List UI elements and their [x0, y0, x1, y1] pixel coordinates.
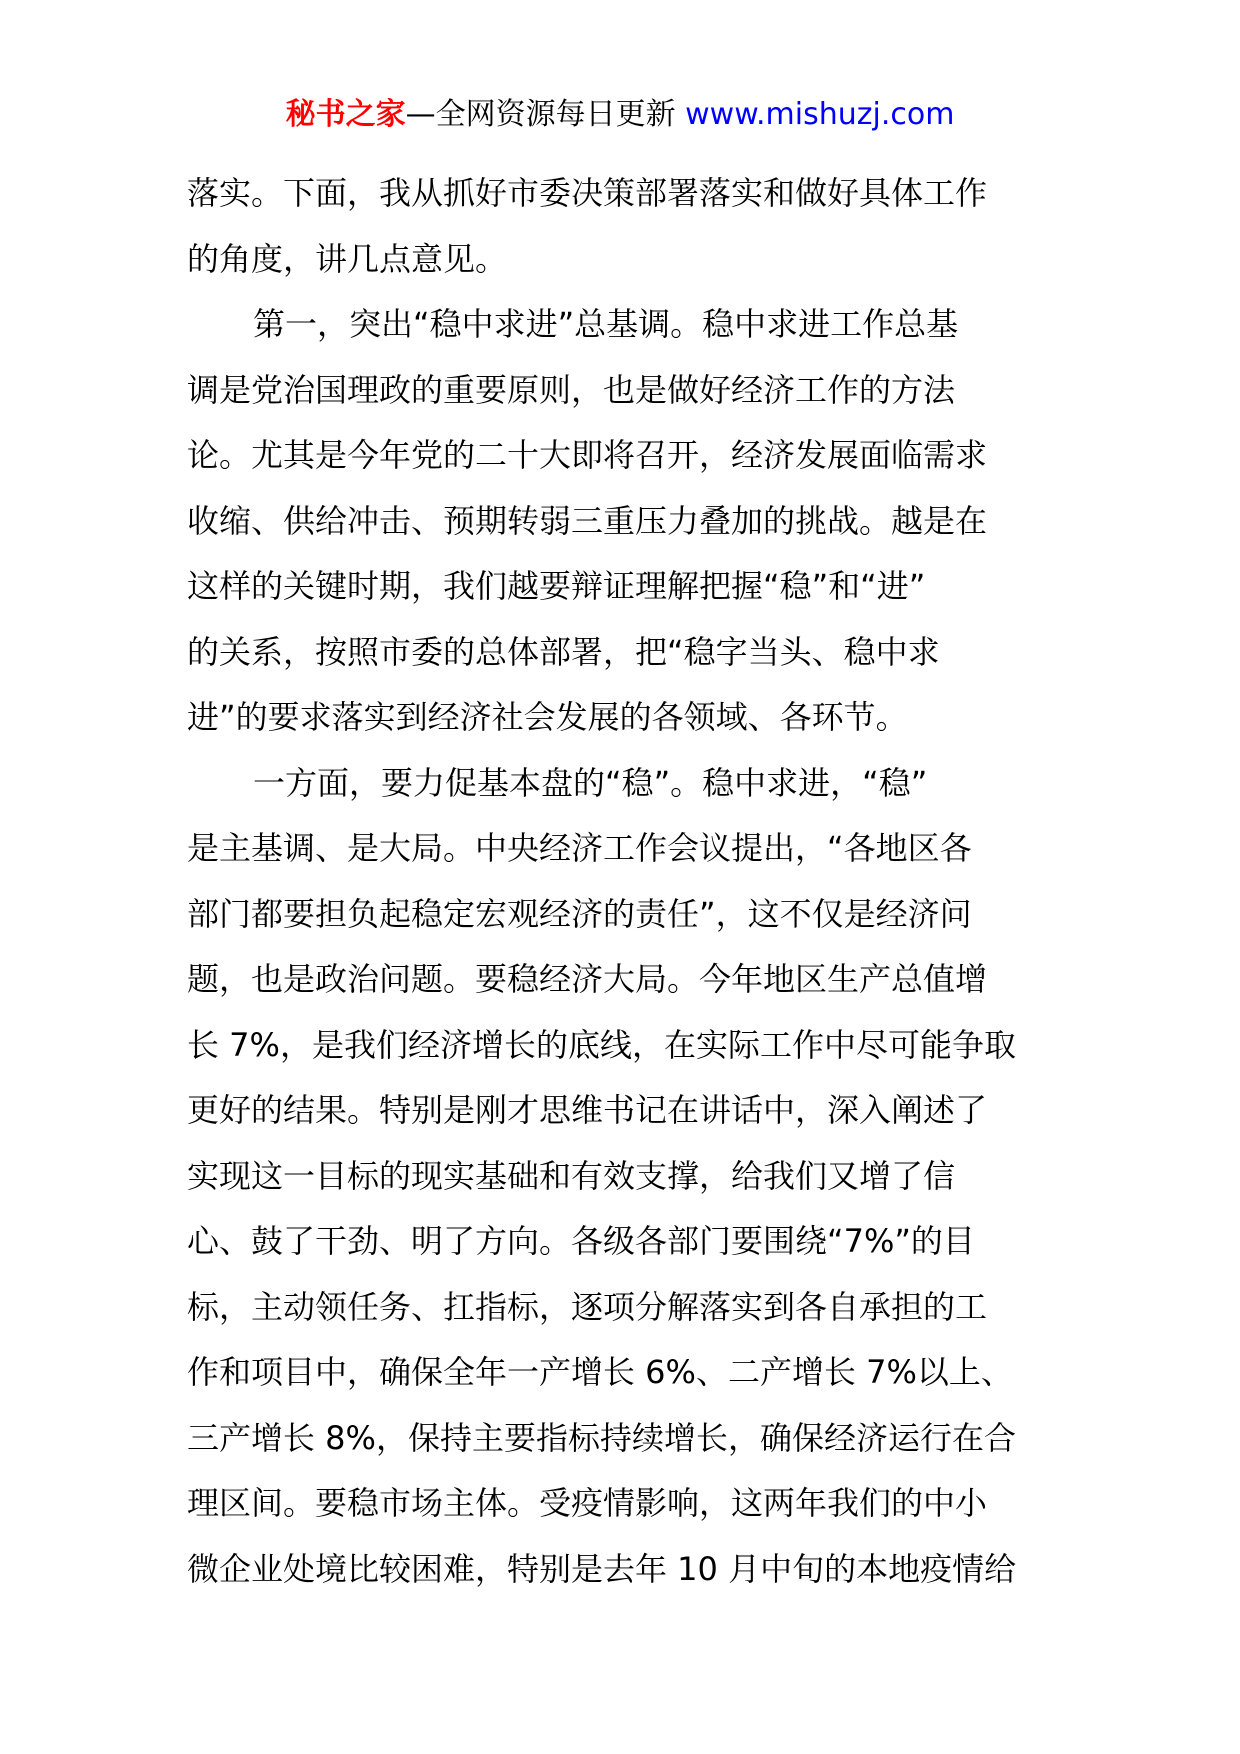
paragraph [187, 751, 1053, 1603]
paragraph [187, 292, 1053, 751]
text-line: 标，主动领任务、扛指标，逐项分解落实到各自承担的工 [187, 1287, 988, 1326]
text-line: 调是党治国理政的重要原则，也是做好经济工作的方法 [187, 370, 956, 409]
text-line: 第一，突出“稳中求进”总基调。稳中求进工作总基 [253, 305, 959, 343]
text-line: 理区间。要稳市场主体。受疫情影响，这两年我们的中小 [187, 1484, 988, 1522]
text-line: 微企业处境比较困难，特别是去年 10 月中旬的本地疫情给 [187, 1549, 1017, 1588]
text-line: 是主基调、是大局。中央经济工作会议提出，“各地区各 [187, 829, 972, 867]
text-line: 论。尤其是今年党的二十大即将召开，经济发展面临需求 [187, 436, 988, 474]
text-line: 实现这一目标的现实基础和有效支撑，给我们又增了信 [187, 1156, 956, 1195]
text-line: 收缩、供给冲击、预期转弱三重压力叠加的挑战。越是在 [187, 501, 988, 540]
text-line: 进”的要求落实到经济社会发展的各领域、各环节。 [187, 698, 908, 736]
text-line: 三产增长 8%，保持主要指标持续增长，确保经济运行在合 [187, 1418, 1016, 1457]
brand-name: 秘书之家 [285, 97, 406, 132]
document-body [187, 161, 1053, 1602]
text-line: 一方面，要力促基本盘的“稳”。稳中求进，“稳” [253, 763, 928, 802]
text-line: 这样的关键时期，我们越要辩证理解把握“稳”和“进” [187, 567, 926, 605]
text-line: 长 7%，是我们经济增长的底线，在实际工作中尽可能争取 [187, 1025, 1016, 1064]
watermark-header [0, 95, 1240, 135]
site-url-link[interactable]: www.mishuzj.com [685, 97, 955, 132]
text-line: 的角度，讲几点意见。 [187, 239, 508, 278]
text-line: 部门都要担负起稳定宏观经济的责任”，这不仅是经济问 [187, 894, 972, 933]
text-line: 落实。下面，我从抓好市委决策部署落实和做好具体工作 [187, 174, 988, 212]
text-line: 题，也是政治问题。要稳经济大局。今年地区生产总值增 [187, 960, 988, 998]
text-line: 作和项目中，确保全年一产增长 6%、二产增长 7%以上、 [187, 1353, 1013, 1391]
header-tagline: —全网资源每日更新 [405, 97, 676, 132]
text-line: 心、鼓了干劲、明了方向。各级各部门要围绕“7%”的目 [187, 1222, 975, 1260]
paragraph [187, 161, 1053, 292]
text-line: 的关系，按照市委的总体部署，把“稳字当头、稳中求 [187, 632, 940, 671]
text-line: 更好的结果。特别是刚才思维书记在讲话中，深入阐述了 [187, 1091, 988, 1129]
